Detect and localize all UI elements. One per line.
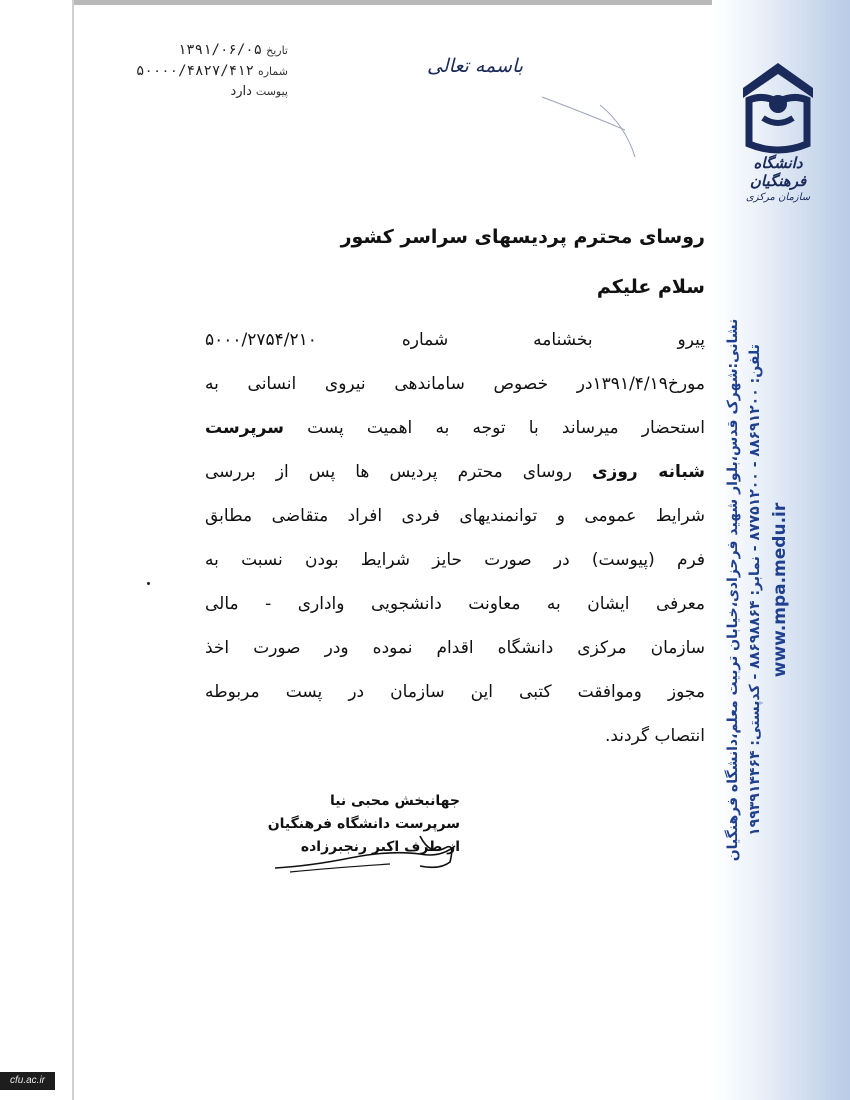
- body-line: مورخ۱۳۹۱/۴/۱۹در خصوص ساماندهی نیروی انسانی به: [205, 374, 705, 394]
- body-line: شرایط عمومی و توانمندیهای فردی افراد متقاضی مطابق: [205, 506, 705, 526]
- signer-title: سرپرست دانشگاه فرهنگیان: [267, 816, 460, 832]
- attachment-row: [118, 84, 288, 105]
- attachment-value: دارد: [230, 84, 252, 99]
- postal-address: نشانی:شهرک قدس،بلوار شهید فرحزادی،خیابان تربیت معلم،دانشگاه فرهنگیان: [725, 318, 741, 862]
- handwritten-signature-icon: [270, 828, 470, 878]
- pencil-mark-icon: [540, 85, 650, 165]
- scan-left-edge: [72, 0, 74, 1100]
- body-line: مجوز وموافقت کتبی این سازمان در پست مربوطه: [205, 682, 705, 702]
- letter-addressee: روسای محترم پردیسهای سراسر کشور: [340, 226, 705, 248]
- number-label: شماره: [257, 65, 288, 78]
- logo-subtitle: سازمان مرکزی: [745, 192, 811, 203]
- university-emblem-icon: [733, 58, 823, 158]
- bold-night-shift: شبانه روزی: [591, 462, 705, 482]
- number-row: [118, 63, 288, 84]
- body-line: معرفی ایشان به معاونت دانشجویی واداری - مالی: [205, 594, 705, 614]
- website-link[interactable]: www.mpa.medu.ir: [770, 502, 790, 678]
- letter-salutation: سلام علیکم: [596, 276, 705, 298]
- signer-name: جهانبخش محبی نیا: [329, 793, 460, 809]
- scan-speck: [147, 582, 150, 585]
- date-value: ۱۳۹۱/۰۶/۰۵: [177, 42, 263, 58]
- body-line: پیرو بخشنامه شماره ۵۰۰۰/۲۷۵۴/۲۱۰: [205, 330, 705, 350]
- body-line: شبانه روزی روسای محترم پردیس ها پس از بررسی: [205, 462, 705, 482]
- letter-body: [205, 318, 705, 758]
- letter-meta-block: [118, 42, 288, 105]
- university-logo: [728, 58, 828, 208]
- number-value: ۵۰۰۰۰/۴۸۲۷/۴۱۲: [135, 63, 254, 79]
- phone-numbers: تلفن: ۸۸۶۹۱۲۰۰ - ۸۷۷۵۱۲۰۰ - نمابر: ۸۸۶۹۸۸۶۴ - کدپستی: ۱۹۹۳۹۱۴۴۶۴: [747, 344, 763, 836]
- letterhead-contact-block: [722, 210, 790, 970]
- date-row: [118, 42, 288, 63]
- body-line: انتصاب گردند.: [604, 726, 705, 746]
- signer-on-behalf: از طرف اکبر رنجبرزاده: [300, 839, 460, 855]
- body-line: سازمان مرکزی دانشگاه اقدام نموده ودر صورت اخذ: [205, 638, 705, 658]
- body-line: استحضار میرساند با توجه به اهمیت پست سرپرست: [205, 418, 705, 438]
- attachment-label: پیوست: [255, 85, 288, 98]
- logo-university-name: دانشگاه فرهنگیان: [749, 154, 807, 190]
- basmala-heading: باسمه تعالی: [426, 55, 524, 77]
- date-label: تاریخ: [266, 44, 288, 57]
- watermark-badge: cfu.ac.ir: [0, 1072, 55, 1090]
- bold-post-title: سرپرست: [205, 418, 284, 438]
- body-line: فرم (پیوست) در صورت حایز شرایط بودن نسبت به: [205, 550, 705, 570]
